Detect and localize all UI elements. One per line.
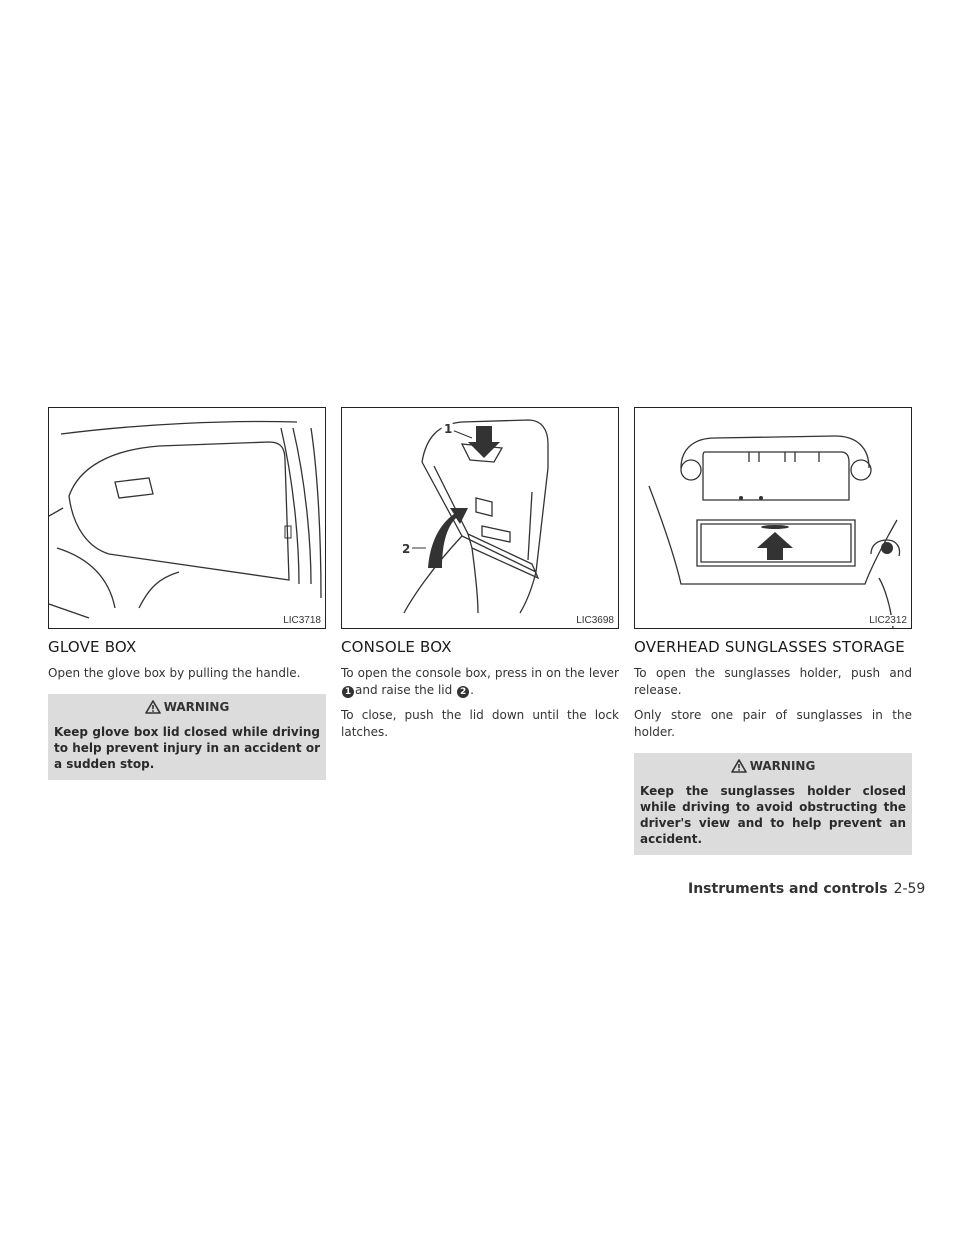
sunglasses-section bbox=[634, 407, 912, 855]
warning-label: WARNING bbox=[163, 700, 230, 714]
sunglasses-drawing bbox=[635, 408, 911, 628]
section-title: GLOVE BOX bbox=[48, 638, 137, 656]
warning-heading bbox=[54, 700, 320, 714]
body-text-part: and raise the lid bbox=[355, 683, 453, 697]
body-text-part: . bbox=[470, 683, 474, 697]
figure-code: LIC3698 bbox=[576, 615, 614, 626]
figure-code: LIC2312 bbox=[869, 615, 907, 626]
warning-text: Keep glove box lid closed while driving to help prevent injury in an accident or a sudden stop. bbox=[54, 725, 320, 771]
section-title: OVERHEAD SUNGLASSES STORAGE bbox=[634, 638, 905, 656]
figure-code: LIC3718 bbox=[283, 615, 321, 626]
warning-box bbox=[634, 753, 912, 855]
body-text: Only store one pair of sunglasses in the holder. bbox=[634, 708, 912, 739]
page-footer bbox=[688, 880, 926, 898]
footer-section-title: Instruments and controls bbox=[688, 881, 888, 897]
callout-marker-2: 2 bbox=[457, 686, 469, 698]
figure-callout-2: 2 bbox=[402, 542, 411, 556]
body-text bbox=[341, 665, 619, 699]
glove-box-illustration bbox=[48, 407, 326, 629]
figure-callout-1: 1 bbox=[444, 422, 453, 436]
sunglasses-illustration bbox=[634, 407, 912, 629]
body-text: Open the glove box by pulling the handle. bbox=[48, 666, 301, 680]
warning-heading bbox=[640, 759, 906, 773]
console-box-section bbox=[341, 407, 619, 749]
body-text: To open the sunglasses holder, push and release. bbox=[634, 666, 912, 697]
body-text-part: To open the console box, press in on the lever bbox=[341, 666, 619, 680]
console-box-drawing bbox=[342, 408, 618, 628]
warning-icon bbox=[145, 700, 161, 714]
glove-box-section bbox=[48, 407, 326, 780]
section-title: CONSOLE BOX bbox=[341, 638, 452, 656]
warning-box bbox=[48, 694, 326, 780]
warning-text: Keep the sunglasses holder closed while driving to avoid obstructing the driver's view and to help prevent an accident. bbox=[640, 784, 906, 846]
callout-marker-1: 1 bbox=[342, 686, 354, 698]
glove-box-drawing bbox=[49, 408, 325, 628]
console-box-illustration bbox=[341, 407, 619, 629]
page-number: 2-59 bbox=[893, 881, 926, 897]
warning-label: WARNING bbox=[749, 759, 816, 773]
body-text: To close, push the lid down until the lock latches. bbox=[341, 708, 619, 739]
warning-icon bbox=[731, 759, 747, 773]
